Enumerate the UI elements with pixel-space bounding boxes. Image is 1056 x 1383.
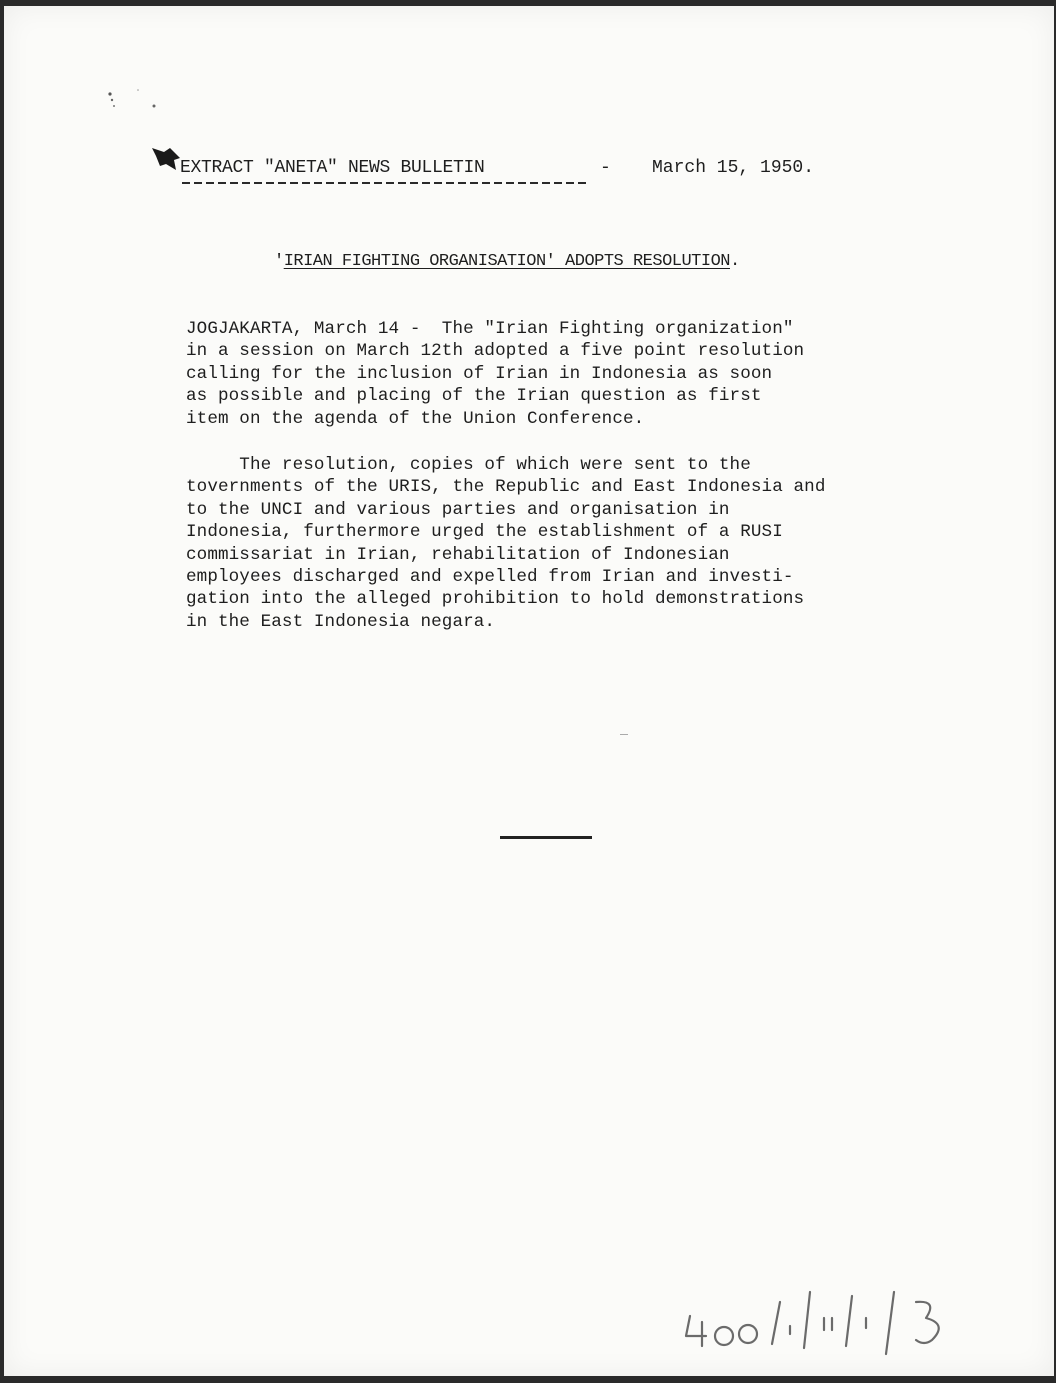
title-end: . <box>729 252 740 271</box>
handwritten-file-reference <box>676 1274 966 1364</box>
stray-mark <box>620 734 628 735</box>
closing-rule <box>500 836 592 839</box>
header-dashed-rule <box>182 182 586 184</box>
bulletin-source: EXTRACT "ANETA" NEWS BULLETIN <box>180 158 485 178</box>
document-page <box>4 6 1054 1376</box>
article-title <box>274 250 740 274</box>
title-open-quote: ' <box>274 252 284 271</box>
article-paragraph-1: JOGJAKARTA, March 14 - The "Irian Fighting organization" in a session on March 12th adopted a five point resolution calling for the inclusion of Irian in Indonesia as soon as possible and placing of the Irian question as first item on the agenda of the Union Conference. <box>186 319 805 429</box>
bulletin-date: March 15, 1950. <box>652 158 815 178</box>
header-separator: - <box>600 158 611 178</box>
scan-edge-mark <box>0 1100 3 1120</box>
scan-specks <box>102 88 162 118</box>
title-text: IRIAN FIGHTING ORGANISATION' ADOPTS RESOLUTION <box>283 252 730 271</box>
pointing-hand-mark-icon <box>150 144 182 172</box>
article-paragraph-2: The resolution, copies of which were sent to the tovernments of the URIS, the Republic and East Indonesia and to the UNCI and various parties and organisation in Indonesia, furthermore urged the establishment of a RUSI commissariat in Irian, rehabilitation of Indonesian employees discharged and expelled from Irian and investi- gation into the alleged prohibition to hold demonstrations in the East Indonesia negara. <box>186 455 826 632</box>
